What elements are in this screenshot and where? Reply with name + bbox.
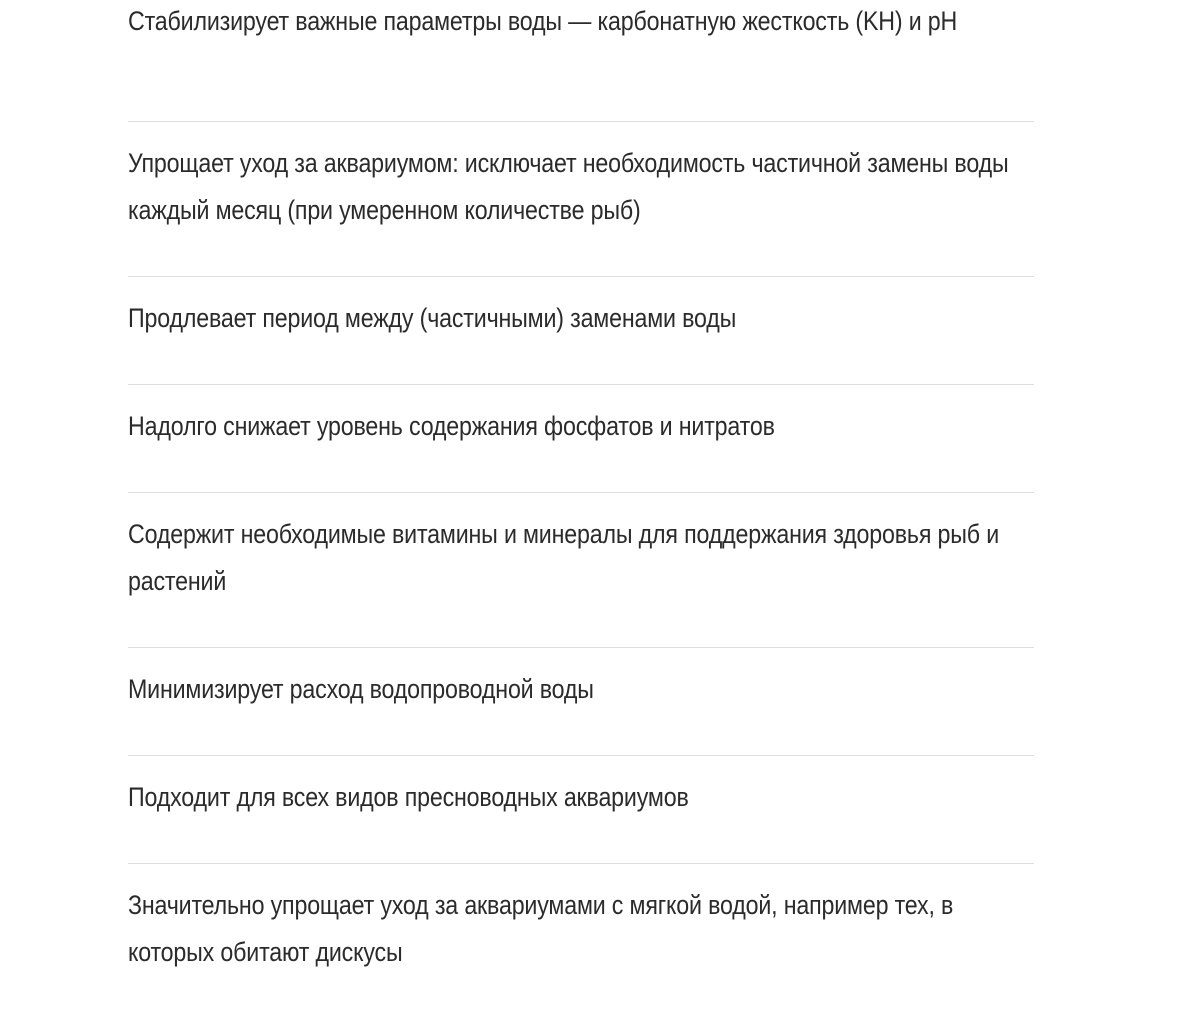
benefit-text: Подходит для всех видов пресноводных аквариумов [128, 782, 689, 812]
list-item [128, 493, 1034, 648]
benefit-text: Стабилизирует важные параметры воды — карбонатную жесткость (KH) и pH [128, 6, 958, 36]
list-item [128, 277, 1034, 385]
list-item [128, 0, 1034, 122]
benefit-text: Надолго снижает уровень содержания фосфатов и нитратов [128, 411, 775, 441]
list-item [128, 864, 1034, 1019]
benefits-list [128, 0, 1034, 1019]
list-item [128, 756, 1034, 864]
benefit-text: Упрощает уход за аквариумом: исключает необходимость частичной замены воды каждый месяц (при умеренном количестве рыб) [128, 148, 1009, 225]
list-item [128, 385, 1034, 493]
benefit-text: Значительно упрощает уход за аквариумами с мягкой водой, например тех, в которых обитают дискусы [128, 890, 954, 967]
benefit-text: Минимизирует расход водопроводной воды [128, 674, 594, 704]
benefit-text: Содержит необходимые витамины и минералы для поддержания здоровья рыб и растений [128, 519, 1000, 596]
benefit-text: Продлевает период между (частичными) заменами воды [128, 303, 737, 333]
list-item [128, 122, 1034, 277]
list-item [128, 648, 1034, 756]
